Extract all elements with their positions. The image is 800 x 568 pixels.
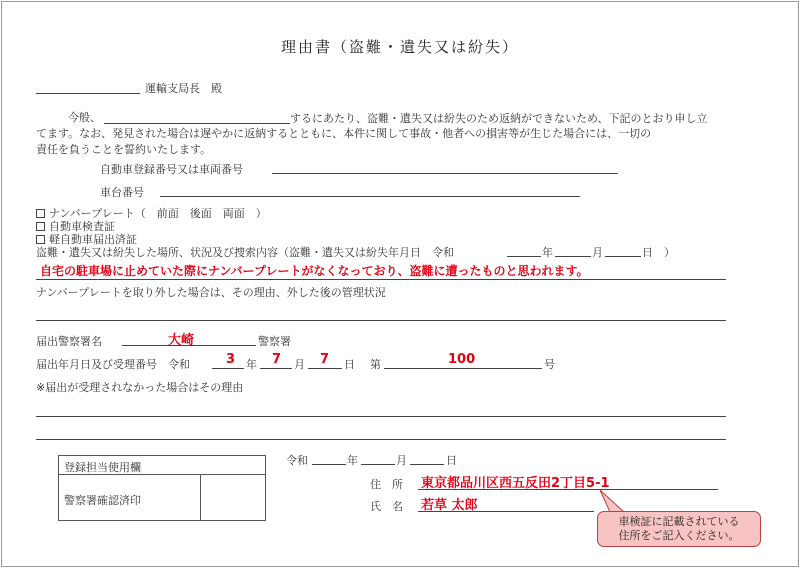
para-line2: てます。なお、発見された場合は遅やかに返納するとともに、本件に関して事故・他者への損害等が生じた場合には、一切の (36, 127, 652, 140)
sign-day-blank[interactable] (410, 464, 444, 465)
address-value[interactable]: 東京都品川区西五反田2丁目5-1 (421, 476, 610, 491)
report-year-suffix: 年 (246, 358, 257, 371)
para-line1-start: 今般、 (68, 111, 101, 124)
report-day-line (308, 368, 342, 369)
report-day-value[interactable]: 7 (320, 352, 330, 367)
report-year-value[interactable]: 3 (226, 352, 236, 367)
loss-answer[interactable]: 自宅の駐車場に止めていた際にナンバープレートがなくなっており、盗難に遭ったものと思われます。 (40, 264, 589, 278)
name-value[interactable]: 若草 太郎 (421, 498, 478, 513)
loss-month-suffix: 月 (592, 246, 603, 259)
not-accepted-label: ※届出が受理されなかった場合はその理由 (36, 381, 244, 394)
sign-day-suffix: 日 (446, 454, 457, 467)
loss-year-blank[interactable] (507, 256, 541, 257)
chassis-label: 車台番号 (100, 186, 144, 199)
not-accepted-field-2[interactable] (36, 439, 726, 440)
police-station-label: 届出警察署名 (36, 335, 102, 348)
page-title: 理由書（盗難・遺失又は紛失） (280, 38, 519, 56)
checkbox-box[interactable] (36, 222, 45, 231)
loss-month-blank[interactable] (555, 256, 591, 257)
para-line3: 責任を負うことを誓約いたします。 (36, 143, 212, 156)
sign-month-blank[interactable] (361, 464, 395, 465)
office-box-row-label: 警察署確認済印 (64, 494, 141, 507)
loss-answer-line (36, 279, 726, 280)
checkbox-box[interactable] (36, 235, 45, 244)
checkbox-label: ナンバープレート（ 前面 後面 両面 ） (49, 207, 267, 220)
addressee-blank[interactable] (36, 93, 140, 94)
police-station-value[interactable]: 大崎 (168, 333, 195, 348)
loss-year-suffix: 年 (542, 246, 553, 259)
purpose-blank[interactable] (104, 123, 290, 124)
removed-plate-field[interactable] (36, 320, 726, 321)
address-line (418, 489, 718, 490)
receipt-number-suffix: 号 (544, 358, 555, 371)
callout-line-2: 住所をご記入ください。 (618, 529, 740, 542)
report-date-label: 届出年月日及び受理番号 令和 (36, 358, 190, 371)
sign-year-blank[interactable] (312, 464, 346, 465)
chassis-field[interactable] (160, 196, 580, 197)
loss-day-suffix: 日 ） (642, 246, 675, 259)
receipt-number-prefix: 第 (370, 358, 381, 371)
checkbox-label: 軽自動車届出済証 (49, 233, 137, 246)
checkbox-label: 自動車検査証 (49, 220, 115, 233)
removed-plate-label: ナンバープレートを取り外した場合は、その理由、外した後の管理状況 (36, 286, 386, 299)
hint-callout (597, 511, 761, 547)
office-box-column-divider (200, 474, 201, 521)
reg-number-field[interactable] (272, 173, 618, 174)
para-line1-end: するにあたり、盗難・遺失又は紛失のため返納ができないため、下記のとおり申し立 (290, 112, 708, 125)
callout-line-1: 車検証に記載されている (618, 515, 740, 528)
police-station-suffix: 警察署 (258, 335, 291, 348)
report-month-suffix: 月 (294, 358, 305, 371)
name-label: 氏 名 (370, 500, 403, 513)
name-line (418, 511, 594, 512)
address-label: 住 所 (370, 478, 403, 491)
addressee-label: 運輸支局長 殿 (145, 82, 222, 95)
checkbox-box[interactable] (36, 209, 45, 218)
not-accepted-field-1[interactable] (36, 416, 726, 417)
loss-day-blank[interactable] (605, 256, 641, 257)
report-year-line (212, 368, 244, 369)
reg-number-label: 自動車登録番号又は車両番号 (100, 163, 243, 176)
sign-date-prefix: 令和 (286, 454, 308, 467)
sign-year-suffix: 年 (347, 454, 358, 467)
report-month-line (260, 368, 292, 369)
receipt-number-value[interactable]: 100 (448, 352, 476, 367)
report-day-suffix: 日 (344, 358, 355, 371)
office-box-header: 登録担当使用欄 (64, 461, 141, 474)
loss-label: 盗難・遺失又は紛失した場所、状況及び捜索内容（盗難・遺失又は紛失年月日 令和 (36, 246, 454, 259)
report-month-value[interactable]: 7 (272, 352, 282, 367)
receipt-number-line (384, 368, 542, 369)
sign-month-suffix: 月 (396, 454, 407, 467)
